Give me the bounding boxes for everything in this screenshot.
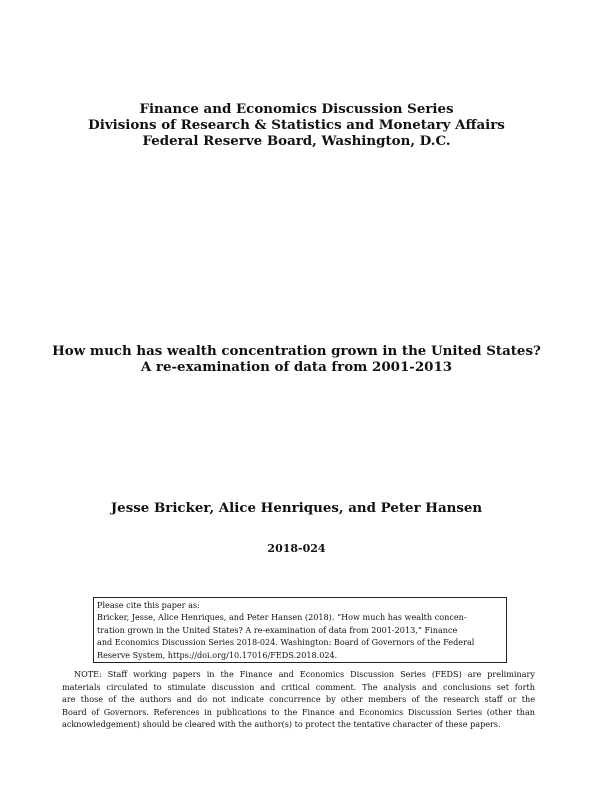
paper-title-line-1: How much has wealth concentration grown in the United States?	[52, 343, 541, 359]
citation-intro: Please cite this paper as:	[97, 600, 200, 610]
note-line: NOTE: Staff working papers in the Finance and Economics Discussion Series (FEDS) are preliminary	[74, 669, 535, 679]
note-line: are those of the authors and do not indicate concurrence by other members of the research staff or the	[62, 694, 535, 705]
citation-line: tration grown in the United States? A re-examination of data from 2001-2013,” Finance	[97, 624, 458, 635]
note-line: materials circulated to stimulate discussion and critical comment. The analysis and conclusions set forth	[62, 681, 535, 692]
paper-number: 2018-024	[267, 542, 326, 555]
note-line: Board of Governors. References in publications to the Finance and Economics Discussion Series (other than	[62, 706, 535, 717]
citation-box	[93, 597, 507, 663]
division-name: Divisions of Research & Statistics and Monetary Affairs	[88, 117, 505, 133]
citation-line: Reserve System, https://doi.org/10.17016/FEDS.2018.024.	[97, 649, 338, 660]
author-list: Jesse Bricker, Alice Henriques, and Peter Hansen	[110, 500, 483, 516]
citation-line: and Economics Discussion Series 2018-024. Washington: Board of Governors of the Federal	[97, 637, 475, 648]
citation-line: Bricker, Jesse, Alice Henriques, and Peter Hansen (2018). “How much has wealth concen-	[97, 612, 467, 623]
series-name: Finance and Economics Discussion Series	[139, 101, 454, 117]
paper-title	[0, 343, 593, 375]
paper-title-line-2: A re-examination of data from 2001-2013	[140, 359, 453, 375]
institution-name: Federal Reserve Board, Washington, D.C.	[142, 133, 451, 149]
note-line: acknowledgement) should be cleared with the author(s) to protect the tentative character of these papers.	[62, 719, 501, 730]
disclaimer-note	[62, 668, 535, 731]
series-header	[0, 101, 593, 149]
